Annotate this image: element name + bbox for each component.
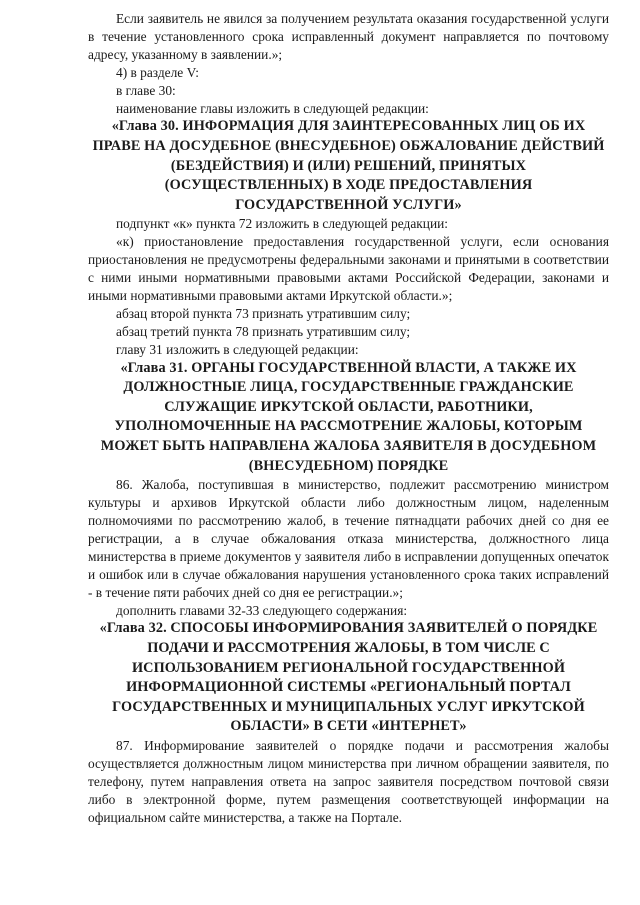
paragraph-section-v: 4) в разделе V: [116, 64, 199, 80]
paragraph-item-73: абзац второй пункта 73 признать утратившим силу; [116, 305, 411, 321]
heading-chapter-31: «Глава 31. ОРГАНЫ ГОСУДАРСТВЕННОЙ ВЛАСТИ, А ТАКЖЕ ИХ ДОЛЖНОСТНЫЕ ЛИЦА, ГОСУДАРСТВЕННЫЕ ГРАЖДАНСКИЕ СЛУЖАЩИЕ ИРКУТСКОЙ ОБЛАСТИ, РАБОТНИКИ, УПОЛНОМОЧЕННЫЕ НА РАССМОТРЕНИЕ ЖАЛОБЫ, КОТОРЫМ МОЖЕТ БЫТЬ НАПРАВЛЕНА ЖАЛОБА ЗАЯВИТЕЛЯ В ДОСУДЕБНОМ (ВНЕСУДЕБНОМ) ПОРЯДКЕ [100, 359, 597, 474]
paragraph-subitem-k-text: «к) приостановление предоставления государственной услуги, если основания приостановления не предусмотрены федеральными законами и принятыми в соответствии с ними иными нормативными правовыми актами Российской Федерации, законами и иными нормативными правовыми актами Иркутской области.»; [88, 234, 609, 304]
paragraph-chapter-title-edit: наименование главы изложить в следующей редакции: [116, 100, 429, 116]
paragraph-item-86: 86. Жалоба, поступившая в министерство, подлежит рассмотрению министром культуры и архивов Иркутской области либо должностным лицом, наделенным полномочиями по рассмотрению жалоб, в течение пятнадцати рабочих дней со дня ее регистрации, а в случае обжалования отказа министерства, должностного лица министерства в приеме документов у заявителя либо в исправлении допущенных опечаток и ошибок или в случае обжалования нарушения установленного срока таких исправлений - в течение пяти рабочих дней со дня ее регистрации.»; [88, 477, 609, 600]
paragraph-result-delivery: Если заявитель не явился за получением результата оказания государственной услуги в течение установленного срока исправленный документ направляется по почтовому адресу, указанному в заявлении.»; [88, 11, 609, 62]
paragraph-chapter-30: в главе 30: [116, 82, 176, 98]
paragraph-add-chapters: дополнить главами 32-33 следующего содержания: [116, 602, 408, 618]
paragraph-subitem-k: подпункт «к» пункта 72 изложить в следующей редакции: [116, 216, 448, 232]
document-page [88, 10, 609, 827]
paragraph-chapter-31-edit: главу 31 изложить в следующей редакции: [116, 341, 359, 357]
heading-chapter-30: «Глава 30. ИНФОРМАЦИЯ ДЛЯ ЗАИНТЕРЕСОВАННЫХ ЛИЦ ОБ ИХ ПРАВЕ НА ДОСУДЕБНОЕ (ВНЕСУДЕБНОЕ) ОБЖАЛОВАНИЕ ДЕЙСТВИЙ (БЕЗДЕЙСТВИЯ) И (ИЛИ) РЕШЕНИЙ, ПРИНЯТЫХ (ОСУЩЕСТВЛЕННЫХ) В ХОДЕ ПРЕДОСТАВЛЕНИЯ ГОСУДАРСТВЕННОЙ УСЛУГИ» [92, 118, 605, 213]
paragraph-item-87: 87. Информирование заявителей о порядке подачи и рассмотрения жалобы осуществляется должностным лицом министерства при личном обращении заявителя, по телефону, путем направления ответа на запрос заявителя посредством почтовой связи либо в электронной форме, путем размещения соответствующей информации на официальном сайте министерства, а также на Портале. [88, 738, 609, 825]
paragraph-item-78: абзац третий пункта 78 признать утратившим силу; [116, 323, 411, 339]
heading-chapter-32: «Глава 32. СПОСОБЫ ИНФОРМИРОВАНИЯ ЗАЯВИТЕЛЕЙ О ПОРЯДКЕ ПОДАЧИ И РАССМОТРЕНИЯ ЖАЛОБЫ, В ТОМ ЧИСЛЕ С ИСПОЛЬЗОВАНИЕМ РЕГИОНАЛЬНОЙ ГОСУДАРСТВЕННОЙ ИНФОРМАЦИОННОЙ СИСТЕМЫ «РЕГИОНАЛЬНЫЙ ПОРТАЛ ГОСУДАРСТВЕННЫХ И МУНИЦИПАЛЬНЫХ УСЛУГ ИРКУТСКОЙ ОБЛАСТИ» В СЕТИ «ИНТЕРНЕТ» [99, 620, 598, 735]
